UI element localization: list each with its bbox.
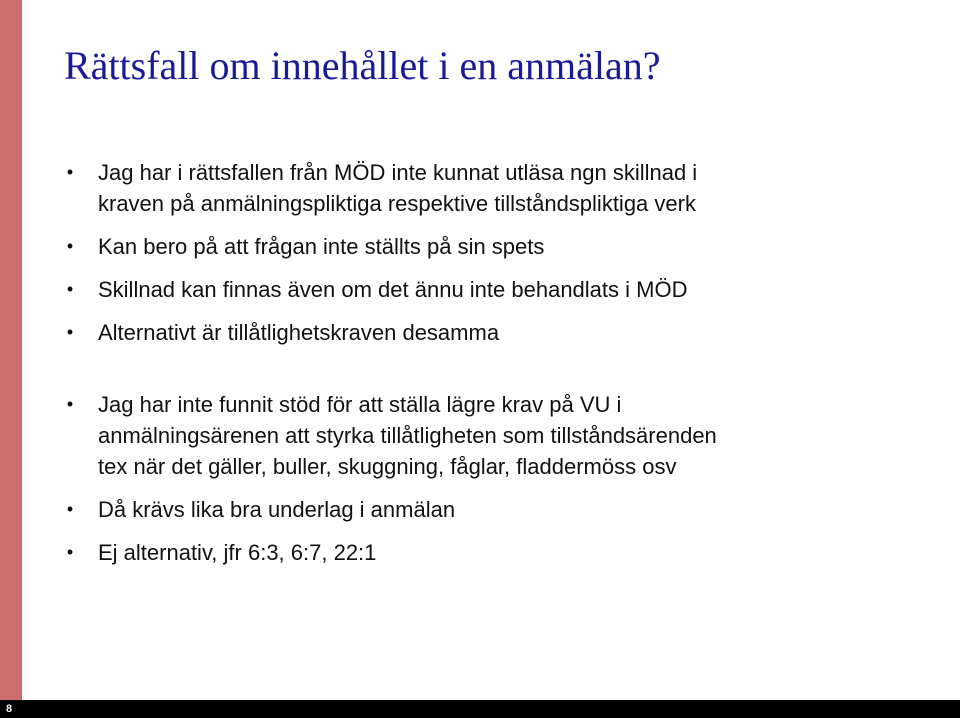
- bullet-text: Ej alternativ, jfr 6:3, 6:7, 22:1: [98, 540, 377, 565]
- bullet-text: Då krävs lika bra underlag i anmälan: [98, 497, 456, 522]
- bullet-text: Kan bero på att frågan inte ställts på sin spets: [98, 234, 545, 259]
- bullet-text: anmälningsärenen att styrka tillåtligheten som tillståndsärenden: [98, 423, 717, 448]
- bullet-dot-icon: •: [66, 236, 74, 256]
- bullet-dot-icon: •: [66, 279, 74, 299]
- footer-bar: [0, 700, 960, 718]
- slide-title: Rättsfall om innehållet i en anmälan?: [64, 43, 661, 88]
- bullet-item: [60, 537, 940, 568]
- bullet-text: Jag har inte funnit stöd för att ställa lägre krav på VU i: [98, 392, 622, 417]
- page-number: 8: [6, 703, 13, 715]
- bullet-text: Jag har i rättsfallen från MÖD inte kunnat utläsa ngn skillnad i: [98, 160, 698, 185]
- bullet-item: [60, 157, 940, 219]
- bullet-dot-icon: •: [66, 162, 74, 182]
- bullet-dot-icon: •: [66, 394, 74, 414]
- bullet-text: kraven på anmälningspliktiga respektive tillståndspliktiga verk: [98, 191, 696, 216]
- bullet-item: [60, 389, 940, 482]
- bullet-dot-icon: •: [66, 499, 74, 519]
- bullet-text: tex när det gäller, buller, skuggning, fåglar, fladdermöss osv: [98, 454, 677, 479]
- bullet-item: [60, 274, 940, 305]
- bullet-list: [60, 157, 940, 580]
- bullet-text: Skillnad kan finnas även om det ännu inte behandlats i MÖD: [98, 277, 688, 302]
- bullet-text: Alternativt är tillåtlighetskraven desamma: [98, 320, 500, 345]
- bullet-item: [60, 494, 940, 525]
- bullet-dot-icon: •: [66, 322, 74, 342]
- bullet-item: [60, 231, 940, 262]
- bullet-item: [60, 317, 940, 348]
- left-accent-bar: [0, 0, 22, 700]
- bullet-dot-icon: •: [66, 542, 74, 562]
